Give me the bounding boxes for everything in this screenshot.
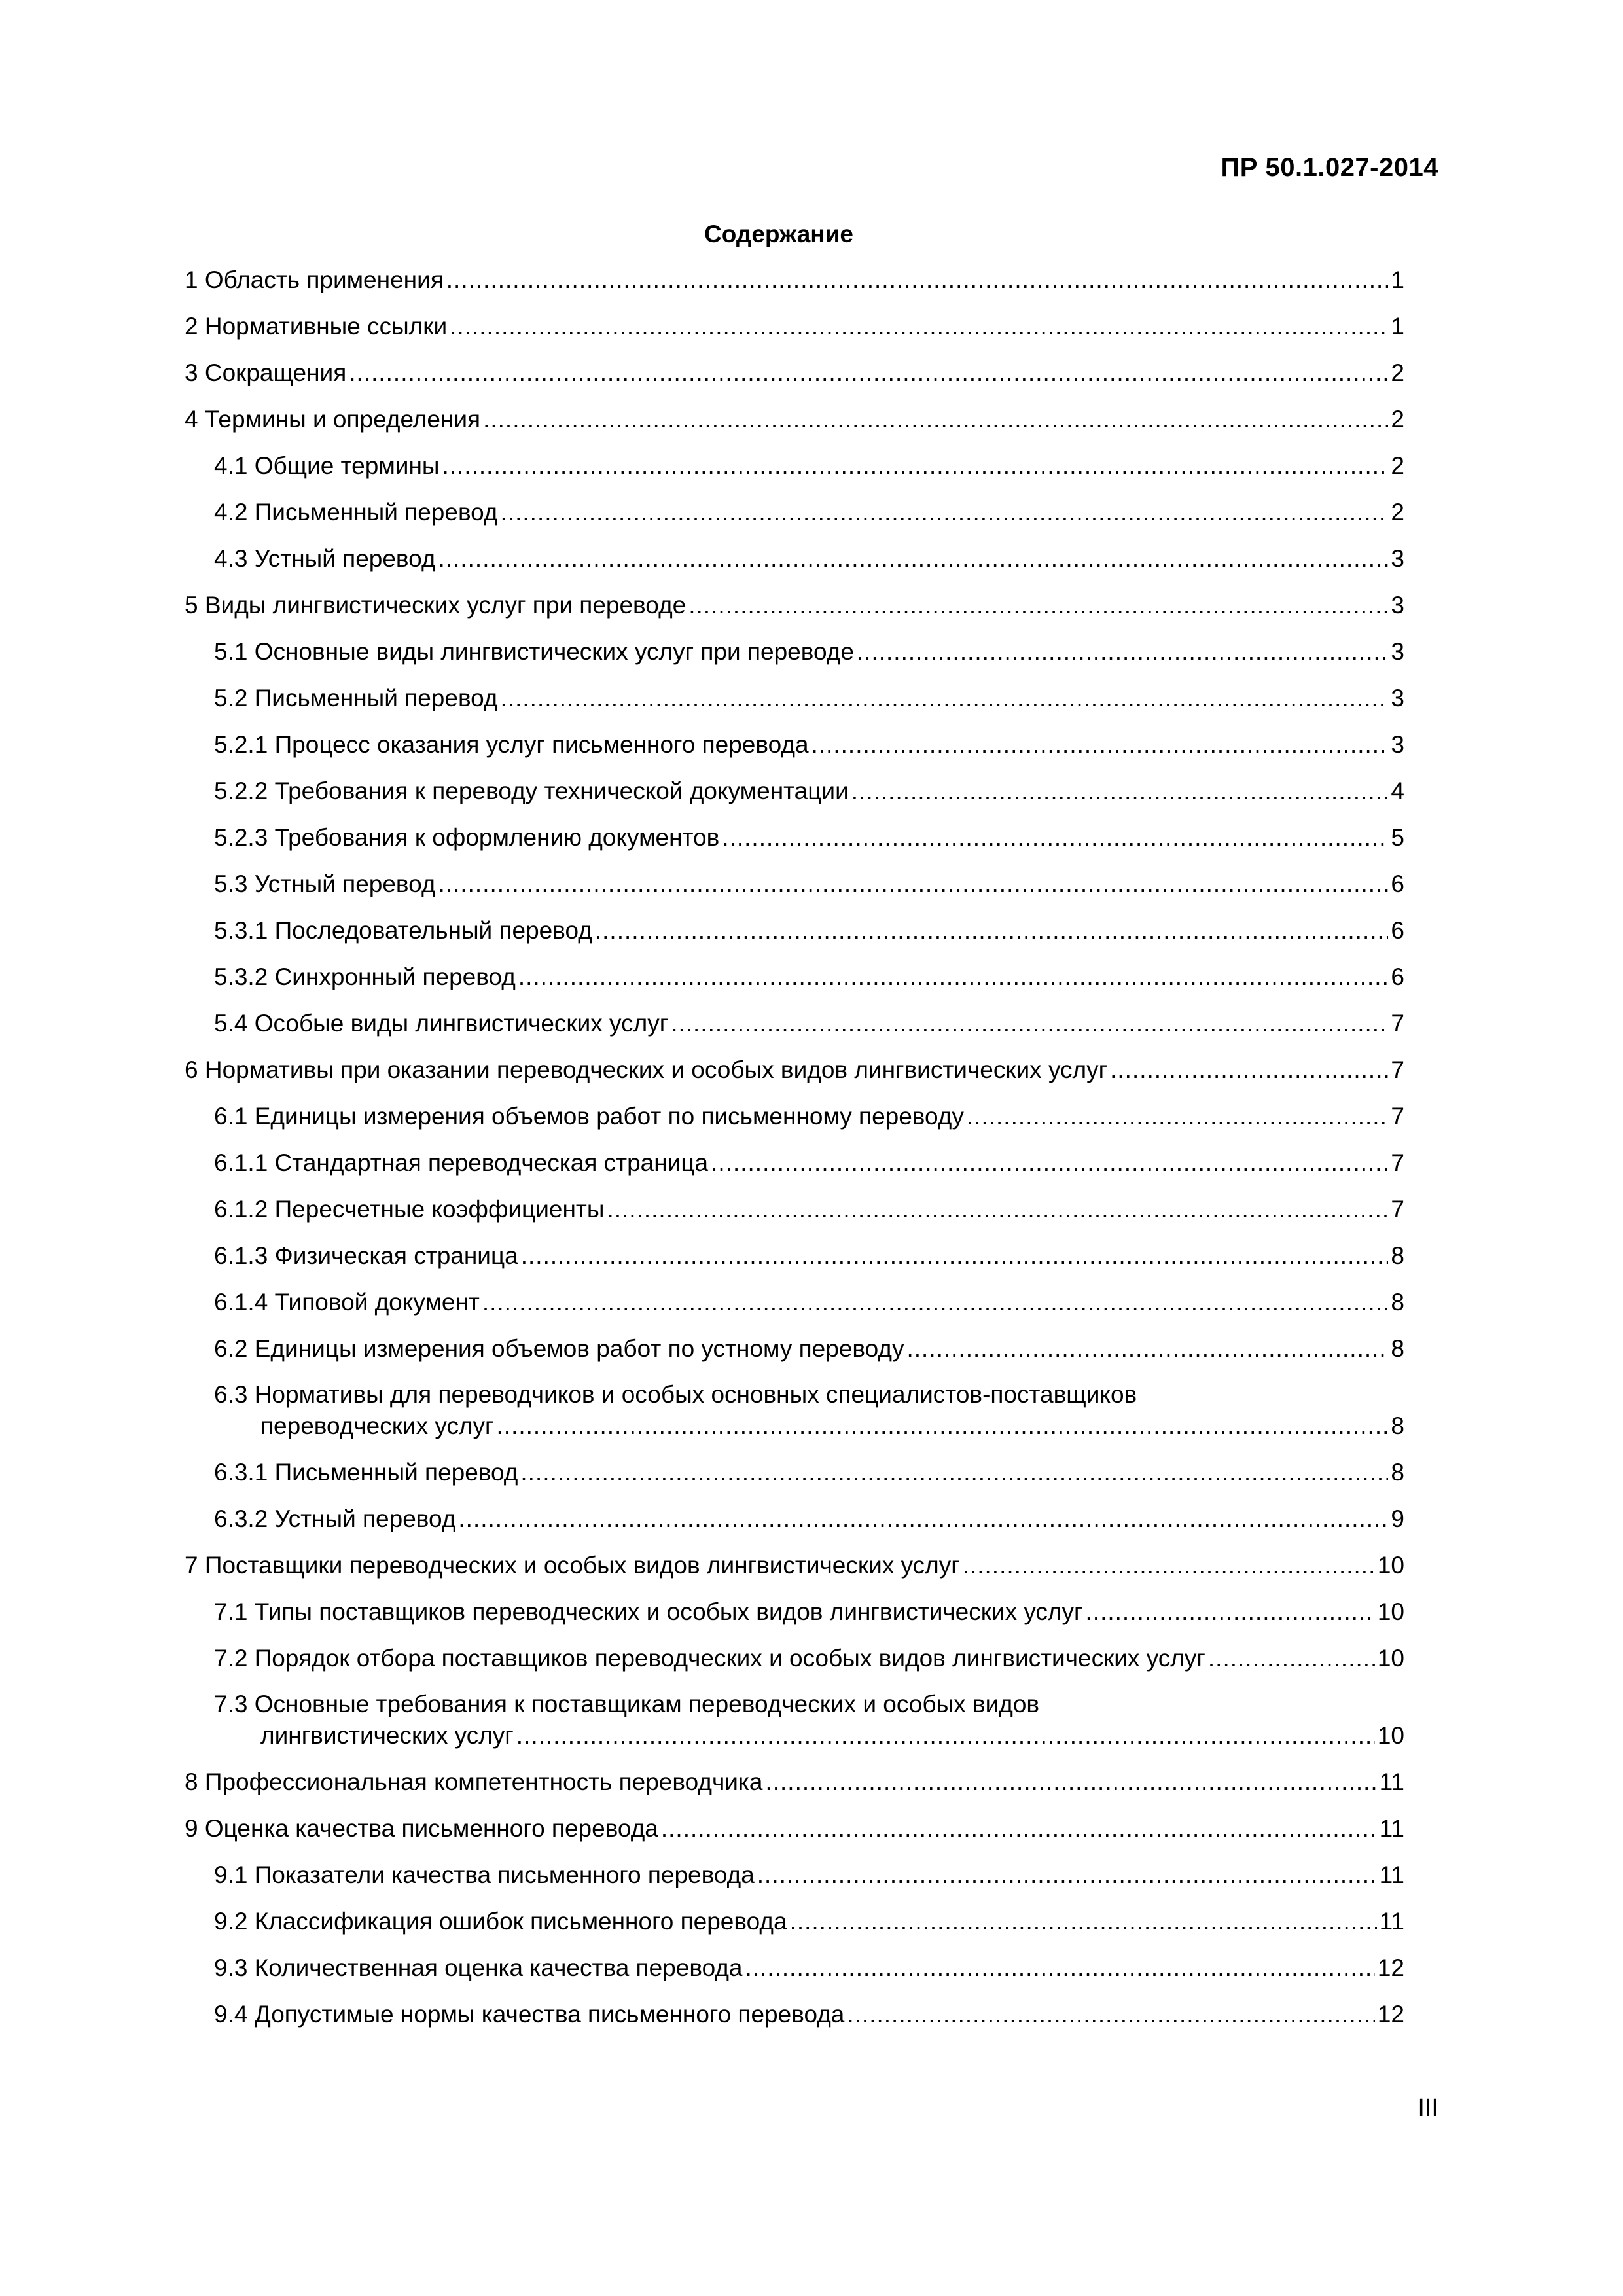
toc-leader-dots xyxy=(458,1505,1388,1534)
toc-entry-title: 1 Область применения xyxy=(185,266,444,293)
toc-leader-dots xyxy=(442,452,1388,480)
toc-entry-title: 7.1 Типы поставщиков переводческих и особых видов лингвистических услуг xyxy=(214,1598,1083,1625)
toc-page-number: 10 xyxy=(1377,1598,1404,1625)
toc-entry-title: 5.3 Устный перевод xyxy=(214,870,436,897)
toc-entry-title: 5.2.1 Процесс оказания услуг письменного перевода xyxy=(214,731,809,758)
toc-entry[interactable] xyxy=(214,1861,1404,1890)
toc-page-number: 7 xyxy=(1391,1056,1404,1083)
toc-entry[interactable] xyxy=(214,823,1404,852)
toc-entry-title: 9.4 Допустимые нормы качества письменного перевода xyxy=(214,2001,845,2028)
toc-leader-dots xyxy=(607,1195,1388,1224)
toc-entry-title: 5.2 Письменный перевод xyxy=(214,685,498,711)
toc-entry[interactable] xyxy=(214,1954,1404,1982)
toc-entry-title: 9 Оценка качества письменного перевода xyxy=(185,1815,658,1842)
toc-leader-dots xyxy=(518,963,1389,992)
toc-entry[interactable] xyxy=(214,963,1404,992)
toc-leader-dots xyxy=(671,1009,1388,1038)
toc-entry[interactable] xyxy=(185,1814,1404,1843)
toc-page-number: 8 xyxy=(1391,1459,1404,1486)
toc-entry-title: 8 Профессиональная компетентность переводчика xyxy=(185,1768,763,1795)
toc-entry[interactable] xyxy=(214,1102,1404,1131)
toc-entry[interactable] xyxy=(185,591,1404,620)
toc-entry[interactable] xyxy=(214,1505,1404,1534)
toc-leader-dots xyxy=(847,2000,1374,2029)
toc-page-number: 2 xyxy=(1391,406,1404,433)
toc-entry[interactable] xyxy=(214,1288,1404,1317)
toc-leader-dots xyxy=(812,730,1389,759)
toc-entry-title: 9.3 Количественная оценка качества перевода xyxy=(214,1954,743,1981)
toc-page-number: 6 xyxy=(1391,963,1404,990)
toc-page-number: 11 xyxy=(1379,1861,1404,1888)
toc-leader-dots xyxy=(595,916,1389,945)
toc-leader-dots xyxy=(851,777,1389,806)
toc-leader-dots xyxy=(967,1102,1389,1131)
toc-leader-dots xyxy=(765,1768,1376,1797)
toc-page-number: 11 xyxy=(1379,1908,1404,1935)
toc-entry[interactable] xyxy=(214,498,1404,527)
toc-page-number: 3 xyxy=(1391,545,1404,572)
toc-page-number: 12 xyxy=(1377,1954,1404,1981)
toc-entry[interactable] xyxy=(214,1195,1404,1224)
toc-entry-title: 4 Термины и определения xyxy=(185,406,481,433)
toc-page-number: 3 xyxy=(1391,592,1404,619)
toc-page-number: 6 xyxy=(1391,917,1404,944)
toc-leader-dots xyxy=(482,1288,1389,1317)
toc-page-number: 7 xyxy=(1391,1196,1404,1223)
toc-entry-title: 4.3 Устный перевод xyxy=(214,545,436,572)
toc-leader-dots xyxy=(520,1458,1388,1487)
toc-page-number: 3 xyxy=(1391,731,1404,758)
toc-leader-dots xyxy=(501,498,1389,527)
toc-entry-title: 3 Сокращения xyxy=(185,359,347,386)
toc-page-number: 1 xyxy=(1391,266,1404,293)
toc-leader-dots xyxy=(745,1954,1375,1982)
toc-entry[interactable] xyxy=(185,359,1404,387)
toc-entry[interactable] xyxy=(185,1056,1404,1085)
toc-page-number: 10 xyxy=(1377,1722,1404,1749)
toc-leader-dots xyxy=(446,266,1389,295)
toc-leader-dots xyxy=(516,1721,1375,1750)
toc-page-number: 6 xyxy=(1391,870,1404,897)
toc-entry-title: 4.2 Письменный перевод xyxy=(214,499,498,526)
toc-entry-title: 6.1.2 Пересчетные коэффициенты xyxy=(214,1196,605,1223)
toc-entry[interactable] xyxy=(185,1768,1404,1797)
toc-leader-dots xyxy=(349,359,1388,387)
toc-entry[interactable] xyxy=(214,452,1404,480)
toc-entry-title: 5.2.2 Требования к переводу технической документации xyxy=(214,778,849,804)
toc-leader-dots xyxy=(521,1242,1389,1270)
toc-leader-dots xyxy=(790,1907,1377,1936)
toc-leader-dots xyxy=(483,405,1388,434)
page-number: III xyxy=(1418,2094,1438,2122)
toc-page-number: 8 xyxy=(1391,1335,1404,1362)
toc-entry-title: 5.1 Основные виды лингвистических услуг при переводе xyxy=(214,638,854,665)
toc-title: Содержание xyxy=(704,221,853,247)
toc-entry[interactable] xyxy=(214,1644,1404,1673)
toc-leader-dots xyxy=(1208,1644,1375,1673)
toc-entry[interactable] xyxy=(214,1691,1404,1750)
toc-entry-title: 7.2 Порядок отбора поставщиков переводческих и особых видов лингвистических услуг xyxy=(214,1645,1205,1672)
toc-page-number: 2 xyxy=(1391,499,1404,526)
toc-entry-title: 7.3 Основные требования к поставщикам переводческих и особых видов xyxy=(214,1691,1040,1717)
toc-page-number: 8 xyxy=(1391,1289,1404,1316)
toc-entry[interactable] xyxy=(214,1458,1404,1487)
toc-entry-title: 6.1.1 Стандартная переводческая страница xyxy=(214,1149,709,1176)
toc-leader-dots xyxy=(438,870,1389,899)
toc-entry[interactable] xyxy=(214,1335,1404,1363)
toc-page-number: 3 xyxy=(1391,685,1404,711)
toc-entry[interactable] xyxy=(214,1381,1404,1441)
toc-entry-title: 6.3 Нормативы для переводчиков и особых основных специалистов-поставщиков xyxy=(214,1381,1137,1408)
toc-leader-dots xyxy=(722,823,1388,852)
toc-entry-title: 5.4 Особые виды лингвистических услуг xyxy=(214,1010,669,1037)
toc-entry-title: 5 Виды лингвистических услуг при переводе xyxy=(185,592,687,619)
toc-leader-dots xyxy=(1086,1598,1375,1626)
toc-entry-title: 5.2.3 Требования к оформлению документов xyxy=(214,824,720,851)
toc-entry-title: 5.3.2 Синхронный перевод xyxy=(214,963,516,990)
toc-entry-title: 6.1.4 Типовой документ xyxy=(214,1289,480,1316)
toc-page-number: 4 xyxy=(1391,778,1404,804)
toc-entry-title: 6 Нормативы при оказании переводческих и особых видов лингвистических услуг xyxy=(185,1056,1108,1083)
toc-leader-dots xyxy=(711,1149,1388,1177)
toc-page-number: 9 xyxy=(1391,1505,1404,1532)
toc-page-number: 8 xyxy=(1391,1242,1404,1269)
toc-entry[interactable] xyxy=(214,916,1404,945)
toc-entry-title: 5.3.1 Последовательный перевод xyxy=(214,917,592,944)
toc-entry[interactable] xyxy=(214,684,1404,713)
toc-page-number: 8 xyxy=(1391,1412,1404,1439)
toc-entry[interactable] xyxy=(214,545,1404,573)
toc-entry[interactable] xyxy=(214,637,1404,666)
toc-entry[interactable] xyxy=(185,266,1404,295)
toc-entry-title: 7 Поставщики переводческих и особых видов лингвистических услуг xyxy=(185,1552,960,1579)
toc-entry-title: 9.1 Показатели качества письменного перевода xyxy=(214,1861,755,1888)
toc-page-number: 11 xyxy=(1379,1815,1404,1842)
toc-leader-dots xyxy=(438,545,1389,573)
toc-entry[interactable] xyxy=(185,1551,1404,1580)
toc-entry-title: 6.3.1 Письменный перевод xyxy=(214,1459,518,1486)
toc-leader-dots xyxy=(450,312,1388,341)
toc-page-number: 2 xyxy=(1391,359,1404,386)
toc-entry-title: 6.1 Единицы измерения объемов работ по письменному переводу xyxy=(214,1103,964,1130)
toc-entry-title-continued: переводческих услуг xyxy=(260,1412,494,1439)
toc-entry-title: 6.1.3 Физическая страница xyxy=(214,1242,518,1269)
toc-page-number: 3 xyxy=(1391,638,1404,665)
toc-page-number: 5 xyxy=(1391,824,1404,851)
toc-leader-dots xyxy=(497,1412,1389,1441)
toc-entry[interactable] xyxy=(185,405,1404,434)
toc-leader-dots xyxy=(661,1814,1377,1843)
toc-entry[interactable] xyxy=(214,1242,1404,1270)
toc-page-number: 7 xyxy=(1391,1103,1404,1130)
toc-entry-title: 9.2 Классификация ошибок письменного перевода xyxy=(214,1908,787,1935)
toc-page-number: 7 xyxy=(1391,1149,1404,1176)
toc-leader-dots xyxy=(1110,1056,1388,1085)
document-code: ПР 50.1.027-2014 xyxy=(1221,153,1438,182)
toc-entry-title: 6.2 Единицы измерения объемов работ по устному переводу xyxy=(214,1335,904,1362)
toc-leader-dots xyxy=(688,591,1388,620)
toc-leader-dots xyxy=(501,684,1389,713)
toc-leader-dots xyxy=(963,1551,1375,1580)
toc-page-number: 11 xyxy=(1379,1768,1404,1795)
toc-entry-title: 2 Нормативные ссылки xyxy=(185,313,448,340)
toc-page-number: 10 xyxy=(1377,1645,1404,1672)
toc-entry[interactable] xyxy=(214,2000,1404,2029)
toc-page-number: 2 xyxy=(1391,452,1404,479)
toc-entry[interactable] xyxy=(185,312,1404,341)
toc-page-number: 7 xyxy=(1391,1010,1404,1037)
toc-entry[interactable] xyxy=(214,730,1404,759)
toc-entry-title: 4.1 Общие термины xyxy=(214,452,440,479)
toc-page-number: 10 xyxy=(1377,1552,1404,1579)
toc-leader-dots xyxy=(907,1335,1389,1363)
toc-entry-title: 6.3.2 Устный перевод xyxy=(214,1505,456,1532)
toc-entry[interactable] xyxy=(214,1149,1404,1177)
toc-entry-title-continued: лингвистических услуг xyxy=(260,1722,514,1749)
toc-page-number: 12 xyxy=(1377,2001,1404,2028)
toc-entry[interactable] xyxy=(214,870,1404,899)
toc-page-number: 1 xyxy=(1391,313,1404,340)
toc-leader-dots xyxy=(757,1861,1377,1890)
toc-leader-dots xyxy=(857,637,1389,666)
toc-entry[interactable] xyxy=(214,1907,1404,1936)
toc-entry[interactable] xyxy=(214,1598,1404,1626)
toc-entry[interactable] xyxy=(214,777,1404,806)
toc-entry[interactable] xyxy=(214,1009,1404,1038)
